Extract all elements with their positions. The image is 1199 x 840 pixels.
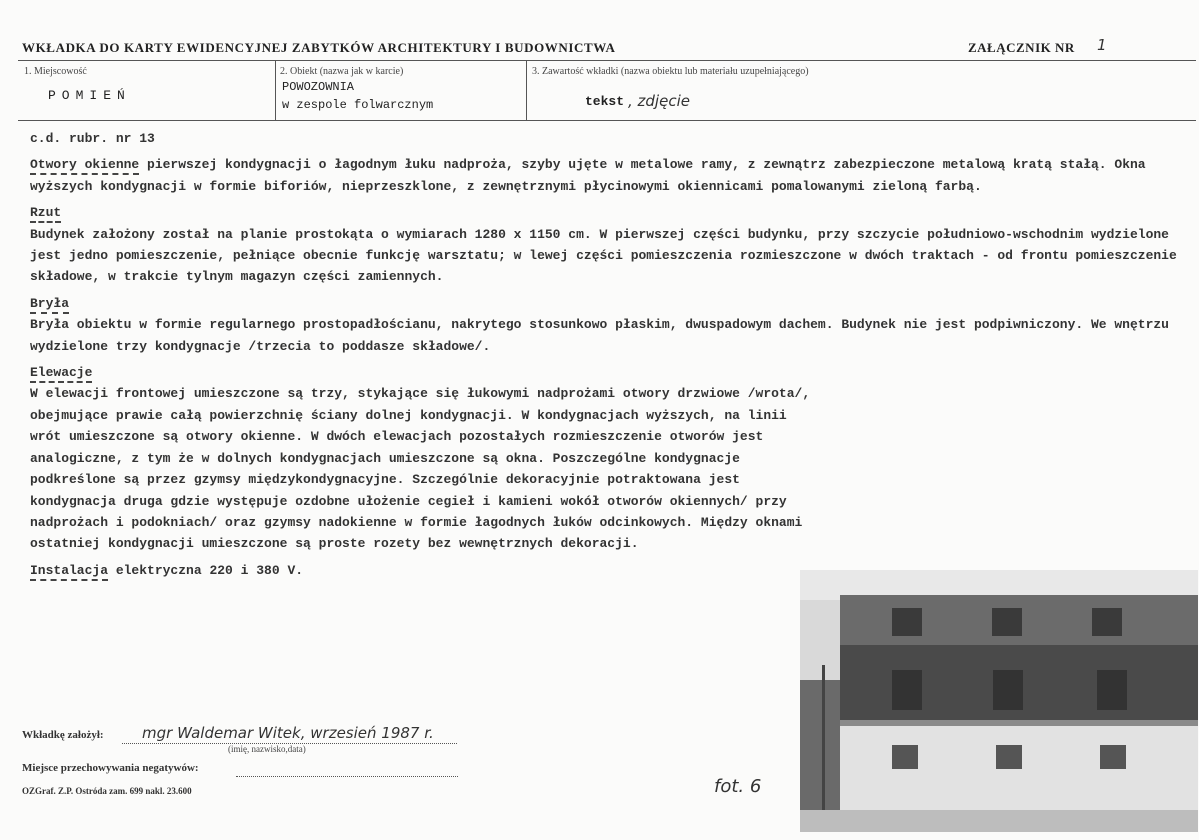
- object-caption: 2. Obiekt (nazwa jak w karcie): [280, 66, 404, 77]
- plan-text: Budynek założony został na planie prostokąta o wymiarach 1280 x 1150 cm. W pierwszej części budynku, przy szczycie południowo-wschodnim wydzielone jest jedno pomieszczenie, pełniące obecnie funkcję warsztatu; w lewej części pomieszczenia rozmieszczone w dwóch traktach - od frontu pomieszczenie składowe, w trakcie tylnym magazyn części zamiennych.: [30, 226, 1177, 285]
- header-rule-top: [18, 60, 1196, 61]
- section-windows: [30, 154, 1180, 197]
- section-elevation-heading: [30, 362, 1180, 383]
- annex-number: 1: [1097, 36, 1107, 54]
- section-mass-heading: [30, 293, 1180, 314]
- field-divider-2: [526, 60, 527, 120]
- author-caption: (imię, nazwisko,data): [228, 744, 306, 754]
- object-name: POWOZOWNIA: [282, 80, 355, 94]
- windows-text: pierwszej kondygnacji o łagodnym łuku nadproża, szyby ujęte w metalowe ramy, z zewnątrz zabezpieczone metalową kratą stałą. Okna wyższych kondygnacji w formie biforiów, nieprzeszklone, z zewnętrznymi płycinowymi okiennicami pomalowanymi zieloną farbą.: [30, 157, 1146, 194]
- body-text: [30, 128, 1180, 581]
- install-text: elektryczna 220 i 380 V.: [115, 562, 304, 578]
- annex-label: ZAŁĄCZNIK NR: [968, 40, 1075, 55]
- header-rule-bottom: [18, 120, 1196, 121]
- elevation-heading: Elewacje: [30, 365, 92, 383]
- content-value: tekst: [585, 94, 625, 109]
- plan-heading: Rzut: [30, 205, 61, 223]
- photo-label: fot. 6: [714, 776, 762, 797]
- location-value: POMIEŃ: [48, 88, 131, 103]
- storage-label: Miejsce przechowywania negatywów:: [22, 762, 199, 774]
- mass-text: Bryła obiektu w formie regularnego prostopadłościanu, nakrytego stosunkowo płaskim, dwuspadowym dachem. Budynek nie jest podpiwniczony. We wnętrzu wydzielone trzy kondygnacje /trzecia to poddasze składowe/.: [30, 317, 1169, 354]
- install-heading: Instalacja: [30, 563, 108, 581]
- print-info: OZGraf. Z.P. Ostróda zam. 699 nakl. 23.600: [22, 786, 192, 796]
- location-caption: 1. Miejscowość: [24, 66, 87, 77]
- author-label: Wkładkę założył:: [22, 729, 104, 741]
- mass-heading: Bryła: [30, 296, 69, 314]
- intro-line: c.d. rubr. nr 13: [30, 131, 155, 146]
- form-title: WKŁADKA DO KARTY EWIDENCYJNEJ ZABYTKÓW ARCHITEKTURY I BUDOWNICTWA: [22, 40, 616, 55]
- storage-dotted-line: [236, 775, 458, 777]
- building-photo: [800, 570, 1198, 832]
- field-divider-1: [275, 60, 276, 120]
- content-caption: 3. Zawartość wkładki (nazwa obiektu lub materiału uzupełniającego): [532, 66, 809, 77]
- object-context: w zespole folwarcznym: [282, 98, 434, 112]
- content-handwritten: , zdjęcie: [628, 92, 690, 110]
- elevation-text: W elewacji frontowej umieszczone są trzy, stykające się łukowymi nadprożami otwory drzwiowe /wrota/, obejmujące prawie całą powierzchnię ściany dolnej kondygnacji. W kondygnacjach wyższych, na linii wrót umieszczone są otwory okienne. W dwóch elewacjach pozostałych rozmieszczenie otworów jest analogiczne, z tym że w dolnych kondygnacjach umieszczone są okna. Poszczególne kondygnacje podkreślone są przez gzymsy międzykondygnacyjne. Szczególnie dekoracyjnie potraktowana jest kondygnacja druga gdzie występuje ozdobne ułożenie cegieł i kamieni wokół otworów okiennych/ przy nadprożach i podokniach/ oraz gzymsy nadokienne w formie łagodnych łuków odcinkowych. Między oknami ostatniej kondygnacji umieszczone są proste rozety bez wewnętrznych dekoracji.: [30, 386, 811, 552]
- section-plan-heading: [30, 202, 1180, 223]
- author-value: mgr Waldemar Witek, wrzesień 1987 r.: [142, 724, 434, 742]
- windows-heading: Otwory okienne: [30, 157, 139, 175]
